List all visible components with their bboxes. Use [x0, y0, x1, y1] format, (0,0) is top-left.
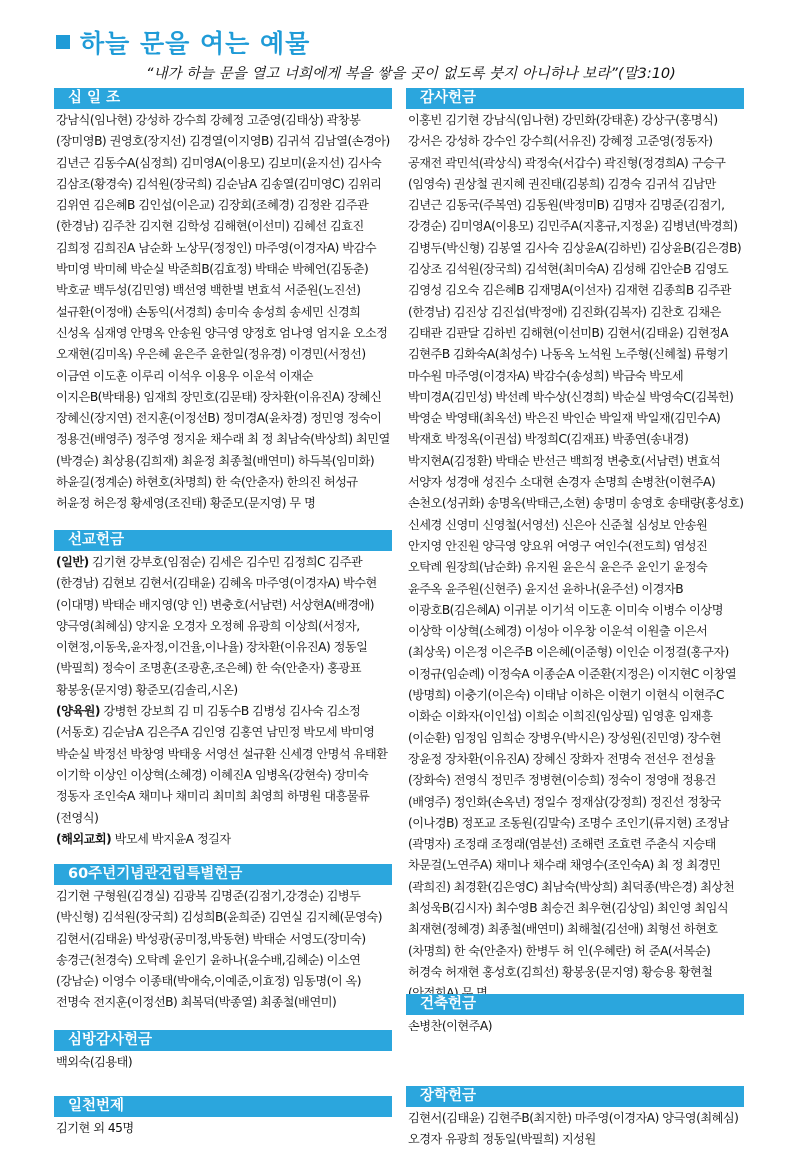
section-heading: 건축헌금: [406, 994, 744, 1015]
section-scholarship: [406, 1086, 744, 1151]
section-body: 김기현 외 45명: [56, 1121, 134, 1135]
left-column: [54, 88, 392, 1139]
scripture-verse: “내가 하늘 문을 열고 너희에게 복을 쌓을 곳이 없도록 붓지 아니하나 보라”(말3:10): [146, 66, 676, 82]
section-body: 이홍빈 김기현 강남식(임나현) 강민화(강태훈) 강상구(홍명식) 강서은 강성하 강수인 강수희(서유진) 강혜정 고준영(정동자) 공재전 곽민석(곽상식) 곽정숙(서갑수) 곽진형(정경희A) 구승구(임영숙) 권상철 권지혜 권진태(김봉희) 김경숙 김귀석 김남만 김년근 김동국(주복연) 김동원(박정미B) 김명자 김명준(김점기,강경순) 김미영A(이용모) 김민주A(지홍규,지정윤) 김병년(박경희) 김병두(박신형) 김봉열 김사숙 김상윤A(김하빈) 김상윤B(김은경B) 김상조 김석원(장국희) 김석현(최미숙A) 김성해 김안순B 김영도 김영성 김오숙 김은혜B 김재명A(이선자) 김재현 김종희B 김주관(한경남) 김진상 김진섭(박정애) 김진화(김복자) 김찬호 김채은 김태관 김판달 김하빈 김해현(이선미B) 김현서(김태윤) 김현정A 김현주B 김화숙A(최성수) 나동옥 노석원 노주형(신혜철) 류형기 마수원 마주영(이경자A) 박감수(송성희) 박금숙 박모세 박미경A(김민성) 박선례 박수상(신경희) 박순실 박영숙C(김복헌) 박영순 박영태(최옥선) 박은진 박인순 박일재 박일재(김민수A) 박재호 박정옥(이권섭) 박정희C(김재표) 박종연(송내경) 박지현A(김정환) 박태순 반선근 백희정 변충호(서남련) 변효석 서양자 성경애 성진수 소대현 손경자 손명희 손병찬(이현주A) 손천오(성귀화) 송명옥(박태근,소현) 송명미 송영호 송태량(홍성호) 신세경 신영미 신영철(서영선) 신은아 신준철 심성보 안송원 안지영 안진원 양극영 양요위 여영구 여인수(전도희) 염성진 오탁례 원장희(남순화) 유지원 윤은식 윤은주 윤인기 윤정숙 윤주옥 윤주원(신현주) 윤지선 윤하나(윤주선) 이경자B 이광호B(김은혜A) 이귀분 이기석 이도훈 이미숙 이병수 이상명 이상학 이상혁(소혜경) 이성아 이우창 이운석 이원출 이은서(최상욱) 이은정 이은주B 이은혜(이준형) 이인순 이정걸(홍구자) 이정규(임순례) 이정숙A 이종순A 이준환(지정은) 이지현C 이창열(방명희) 이충기(이은숙) 이태남 이하은 이현기 이현식 이현주C 이화순 이화자(이인섭) 이희순 이희진(임상필) 임영훈 임재흥(이순환) 임정임 임희순 장병우(박시은) 장성원(진민영) 장수현 장윤정 장차환(이유진A) 장혜신 장화자 전명숙 전선우 전성율(장화숙) 전영식 정민주 정병현(이승희) 정숙이 정영애 정용건(배영주) 정인화(손옥년) 정일수 정재삼(강정희) 정진선 정창국(이나경B) 정포교 조동원(김말숙) 조명수 조인기(류지현) 조정남(곽명자) 조정래 조정래(염분선) 조해련 조효련 주춘식 지승태 차문걸(노연주A) 채미나 채수래 채영수(조인숙A) 최 정 최경민(곽희진) 최경환(김은영C) 최남숙(박상희) 최덕종(박은경) 최상천 최성욱B(김시자) 최수영B 최승건 최우현(김상임) 최인영 최임식 최재현(정혜경) 최종철(배연미) 최해철(김선애) 최형선 하현호(차명희) 한 숙(안춘자) 한병두 허 인(우혜란) 허 준A(서복순) 허경숙 허재현 홍성호(김희선) 황봉웅(문지영) 황승용 황현철: [408, 113, 744, 979]
section-heading: 선교헌금: [54, 530, 392, 551]
mission-paragraph-nurture: [56, 701, 392, 829]
section-construction: [406, 994, 744, 1054]
section-mission: [54, 530, 392, 856]
page-title: 하늘 문을 여는 예물: [80, 29, 311, 58]
section-heading: 60주년기념관건립특별헌금: [54, 864, 392, 885]
right-column: [406, 88, 744, 1151]
title-square-icon: [56, 35, 70, 49]
section-body: 김기현 구형원(김경실) 김광복 김명준(김점기,강경순) 김병두(박신형) 김석원(장국희) 김성희B(윤희준) 김연실 김지혜(문영숙) 김현서(김태윤) 박성광(공미정,박동현) 박태순 서영도(장미숙) 송경근(천경숙) 오탁례 윤인기 윤하나(윤수배,김혜순) 이소연(강남순) 이영수 이종태(박애숙,이예준,이효정) 임동명(이 옥) 전명숙 전지훈(이정선B) 최복덕(박종열) 최종철(배연미): [56, 889, 382, 1010]
section-tithe: [54, 88, 392, 520]
section-lifetime: [54, 1096, 392, 1139]
section-visit: [54, 1030, 392, 1082]
section-heading: 장학헌금: [406, 1086, 744, 1107]
title-row: [56, 24, 786, 60]
section-building60: [54, 864, 392, 1024]
paragraph-label: (양육원): [56, 704, 100, 719]
paragraph-text: 강병헌 강보희 김 미 김동수B 김병성 김사숙 김소정(서동호) 김순남A 김은주A 김인영 김홍연 남민정 박모세 박미영 박순실 박정선 박창영 박태웅 서영선 설규환 신세경 안명석 유태환 이기학 이상인 이상혁(소혜경) 이혜진A 임병옥(강현숙) 장미숙 정동자 조인숙A 채미나 채미리 최미희 최영희 하명원 대흥물류(전영식): [56, 704, 388, 825]
section-heading: 십 일 조: [54, 88, 392, 109]
section-heading: 심방감사헌금: [54, 1030, 392, 1051]
mission-paragraph-general: [56, 552, 392, 701]
section-heading: 감사헌금: [406, 88, 744, 109]
section-body: 강남식(임나현) 강성하 강수희 강혜정 고준영(김태상) 곽창봉(장미영B) 권영호(장지선) 김경열(이지영B) 김귀석 김남열(손경아) 김년근 김동수A(심정희) 김미영A(이용모) 김보미(윤지선) 김사숙 김삼조(황경숙) 김석원(장국희) 김순남A 김송열(김미영C) 김위리 김위연 김은혜B 김인섭(이은교) 김장회(조혜경) 김정완 김주관(한경남) 김주찬 김지현 김학성 김해현(이선미) 김혜선 김효진 김희정 김희진A 남순화 노상무(정정인) 마주영(이경자A) 박감수 박미영 박미혜 박순실 박준희B(김효정) 박태순 박혜언(김동춘) 박호균 백두성(김민영) 백선영 백한별 변효석 서준원(노진선) 설규환(이정애) 손동익(서경희) 송미숙 송성희 송세민 신경희 신성옥 심재영 안명옥 안송원 양극영 양정호 엄나영 엄지윤 오소정 오재현(김미옥) 우은혜 윤은주 윤한일(정유경) 이경민(서정선) 이금연 이도훈 이루리 이석우 이용우 이운석 이재순 이지은B(박태용) 임재희 장민호(김문태) 장차환(이유진A) 장혜신 장혜신(장지연) 전지훈(이정선B) 정미경A(윤차경) 정민영 정숙이 정용건(배영주) 정주영 정지윤 채수래 최 정 최남숙(박상희) 최민열(박경순) 최상용(김희재) 최윤정 최종철(배연미) 하득복(임미화) 하윤길(정계순) 하현호(차명희) 한 숙(안춘자) 한의진 허성규 허윤정 허은정 황세영(조진태) 황준모(문지영) 무 명: [56, 113, 390, 511]
section-heading: 일천번제: [54, 1096, 392, 1117]
paragraph-text: 박모세 박지윤A 정길자: [111, 831, 231, 846]
section-body: 김현서(김태윤) 김현주B(최지한) 마주영(이경자A) 양극영(최혜심) 오경자 유광희 정동일(박필희) 지성원: [408, 1111, 739, 1147]
mission-paragraph-overseas: [56, 829, 392, 850]
page-header: [56, 24, 786, 94]
paragraph-label: (해외교회): [56, 831, 112, 846]
paragraph-text: 김기현 강부호(임점순) 김세은 김수민 김정희C 김주관(한경남) 김현보 김현서(김태윤) 김혜옥 마주영(이경자A) 박수현(이대명) 박태순 배지영(양 인) 변충호(서남련) 서상현A(배경애) 양극영(최혜심) 양지윤 오경자 오정혜 유광희 이상희(서정자,이현정,이동욱,윤자정,이건율,이나율) 장차환(이유진A) 정동일(박필희) 정숙이 조명훈(조광훈,조은혜) 한 숙(안춘자) 홍광표 황봉웅(문지영) 황준모(김솔리,시온): [56, 555, 377, 697]
section-body: 손병찬(이현주A): [408, 1019, 492, 1033]
section-body: [56, 552, 392, 850]
section-body: 백외숙(김용태): [56, 1055, 133, 1069]
section-thanks: [406, 88, 744, 988]
paragraph-label: (일반): [56, 555, 89, 569]
